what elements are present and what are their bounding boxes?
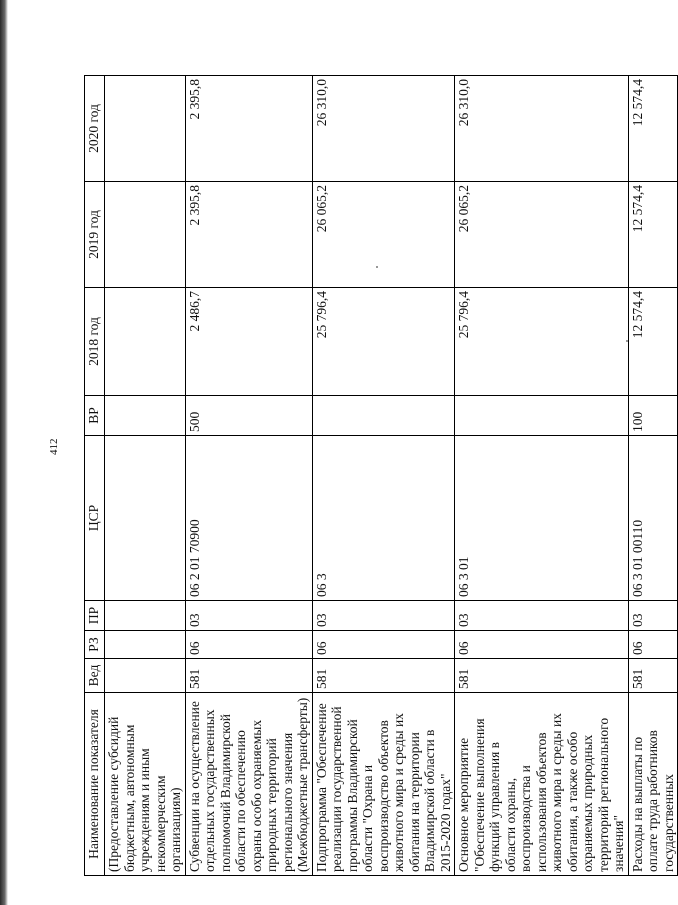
- cell-2018: 2 486,7: [185, 288, 312, 396]
- cell-vr: [455, 396, 629, 436]
- cell-csr: 06 3: [312, 436, 455, 601]
- cell-pr: [105, 601, 186, 631]
- cell-2018: [105, 288, 186, 396]
- cell-rz: 06: [312, 631, 455, 659]
- cell-2020: 2 395,8: [185, 76, 312, 182]
- budget-table: [84, 75, 678, 876]
- header-2018: 2018 год: [85, 288, 105, 396]
- cell-2019: 26 065,2: [455, 182, 629, 288]
- cell-ved: [105, 659, 186, 693]
- cell-rz: 06: [185, 631, 312, 659]
- table-row: [312, 76, 455, 876]
- cell-2019: 26 065,2: [312, 182, 455, 288]
- cell-2018: 25 796,4: [312, 288, 455, 396]
- cell-name: Основное мероприятие "Обеспечение выполнения функций управления в области охраны, воспроизводства и использования объектов животного мира и среды их обитания, а также особо охраняемых природных территорий регионального значения": [455, 693, 629, 876]
- scan-speck: [376, 266, 378, 268]
- cell-pr: 03: [455, 601, 629, 631]
- table-row: [105, 76, 186, 876]
- cell-csr: [105, 436, 186, 601]
- header-vr: ВР: [85, 396, 105, 436]
- cell-rz: 06: [455, 631, 629, 659]
- cell-2020: 12 574,4: [628, 76, 678, 182]
- cell-2019: 2 395,8: [185, 182, 312, 288]
- header-name: Наименование показателя: [85, 693, 105, 876]
- cell-rz: 06: [628, 631, 678, 659]
- budget-table-container: [84, 76, 678, 876]
- cell-ved: 581: [628, 659, 678, 693]
- cell-csr: 06 3 01: [455, 436, 629, 601]
- cell-ved: 581: [312, 659, 455, 693]
- cell-vr: [105, 396, 186, 436]
- page-number: 412: [48, 438, 60, 455]
- cell-2020: 26 310,0: [455, 76, 629, 182]
- cell-name: Субвенции на осуществление отдельных государственных полномочий Владимирской области по обеспечению охраны особо охраняемых природных территорий регионального значения (Межбюджетные трансферты): [185, 693, 312, 876]
- cell-pr: 03: [185, 601, 312, 631]
- header-2020: 2020 год: [85, 76, 105, 182]
- cell-vr: [312, 396, 455, 436]
- cell-2018: 25 796,4: [455, 288, 629, 396]
- cell-vr: 500: [185, 396, 312, 436]
- cell-pr: 03: [312, 601, 455, 631]
- table-row: [628, 76, 678, 876]
- header-pr: ПР: [85, 601, 105, 631]
- table-row: [455, 76, 629, 876]
- header-ved: Вед: [85, 659, 105, 693]
- header-csr: ЦСР: [85, 436, 105, 601]
- header-2019: 2019 год: [85, 182, 105, 288]
- cell-2019: [105, 182, 186, 288]
- cell-name: (Предоставление субсидий бюджетным, автономным учреждениям и иным некоммерческим организациям): [105, 693, 186, 876]
- cell-csr: 06 2 01 70900: [185, 436, 312, 601]
- cell-2020: [105, 76, 186, 182]
- header-rz: РЗ: [85, 631, 105, 659]
- cell-vr: 100: [628, 396, 678, 436]
- cell-2019: 12 574,4: [628, 182, 678, 288]
- cell-pr: 03: [628, 601, 678, 631]
- cell-name: Подпрограмма "Обеспечение реализации государственной программы Владимирской области "Охрана и воспроизводство объектов животного мира и среды их обитания на территории Владимирской области в 2015-2020 годах": [312, 693, 455, 876]
- cell-ved: 581: [185, 659, 312, 693]
- scan-speck: [626, 340, 628, 342]
- scan-shadow-edge: [0, 0, 8, 905]
- table-header-row: [85, 76, 105, 876]
- cell-name: Расходы на выплаты по оплате труда работников государственных: [628, 693, 678, 876]
- table-row: [185, 76, 312, 876]
- cell-ved: 581: [455, 659, 629, 693]
- cell-csr: 06 3 01 00110: [628, 436, 678, 601]
- cell-2018: 12 574,4: [628, 288, 678, 396]
- cell-rz: [105, 631, 186, 659]
- cell-2020: 26 310,0: [312, 76, 455, 182]
